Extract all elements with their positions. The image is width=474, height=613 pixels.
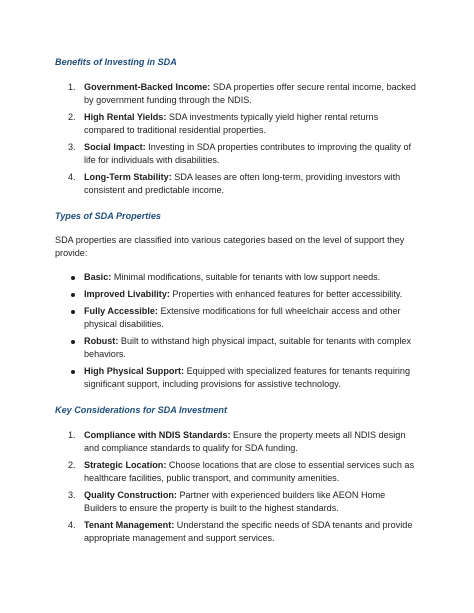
item-text: Equipped with specialized features for tenants requiring significant support, including provisions for assistive technology. — [84, 366, 411, 389]
item-term: Tenant Management: — [84, 520, 175, 530]
list-item — [55, 459, 420, 485]
item-text: Investing in SDA properties contributes to improving the quality of life for individuals with disabilities. — [84, 142, 412, 165]
item-term: Robust: — [84, 336, 119, 346]
item-text: SDA investments typically yield higher rental returns compared to traditional residential properties. — [84, 112, 379, 135]
list-item — [55, 271, 420, 284]
list-number: 2. — [68, 112, 76, 122]
item-term: Government-Backed Income: — [84, 82, 211, 92]
item-text: Built to withstand high physical impact, suitable for tenants with complex behaviors. — [84, 336, 412, 359]
list-item — [55, 365, 420, 391]
item-text: Ensure the property meets all NDIS design and compliance standards to qualify for SDA funding. — [84, 430, 406, 453]
list-item — [55, 429, 420, 455]
item-term: High Physical Support: — [84, 366, 185, 376]
list-number: 4. — [68, 172, 76, 182]
list-item — [55, 288, 420, 301]
list-item — [55, 141, 420, 167]
item-term: Compliance with NDIS Standards: — [84, 430, 231, 440]
item-text: Extensive modifications for full wheelchair access and other physical disabilities. — [84, 306, 401, 329]
item-text: Choose locations that are close to essential services such as healthcare facilities, public transport, and community amenities. — [84, 460, 415, 483]
list-item — [55, 335, 420, 361]
bullet-icon — [71, 276, 75, 280]
list-number: 4. — [68, 520, 76, 530]
item-term: Social Impact: — [84, 142, 146, 152]
list-number: 3. — [68, 490, 76, 500]
item-term: Improved Livability: — [84, 289, 170, 299]
list-item — [55, 81, 420, 107]
item-text: Properties with enhanced features for better accessibility. — [169, 289, 403, 299]
item-text: Minimal modifications, suitable for tenants with low support needs. — [111, 272, 381, 282]
item-term: Strategic Location: — [84, 460, 167, 470]
bullet-icon — [71, 370, 75, 374]
list-number: 1. — [68, 430, 76, 440]
item-term: Basic: — [84, 272, 112, 282]
item-text: SDA leases are often long-term, providing investors with consistent and predictable income. — [84, 172, 401, 195]
list-number: 1. — [68, 82, 76, 92]
item-text: SDA properties offer secure rental income, backed by government funding through the NDIS. — [84, 82, 416, 105]
list-item — [55, 519, 420, 545]
item-text: Understand the specific needs of SDA tenants and provide appropriate management and support services. — [84, 520, 413, 543]
section-intro: SDA properties are classified into various categories based on the level of support they provide: — [55, 235, 405, 258]
document-content — [55, 56, 420, 549]
list-number: 3. — [68, 142, 76, 152]
bullet-icon — [71, 310, 75, 314]
considerations-list — [55, 429, 420, 545]
section-heading-considerations: Key Considerations for SDA Investment — [55, 405, 227, 415]
benefits-list — [55, 81, 420, 197]
item-term: Quality Construction: — [84, 490, 177, 500]
list-item — [55, 489, 420, 515]
section-heading-benefits: Benefits of Investing in SDA — [55, 57, 177, 67]
list-item — [55, 171, 420, 197]
item-term: High Rental Yields: — [84, 112, 167, 122]
types-list — [55, 271, 420, 391]
list-number: 2. — [68, 460, 76, 470]
bullet-icon — [71, 293, 75, 297]
item-text: Partner with experienced builders like AEON Home Builders to ensure the property is built to the highest standards. — [84, 490, 386, 513]
list-item — [55, 111, 420, 137]
section-heading-types: Types of SDA Properties — [55, 211, 161, 221]
item-term: Fully Accessible: — [84, 306, 158, 316]
bullet-icon — [71, 340, 75, 344]
list-item — [55, 305, 420, 331]
item-term: Long-Term Stability: — [84, 172, 172, 182]
